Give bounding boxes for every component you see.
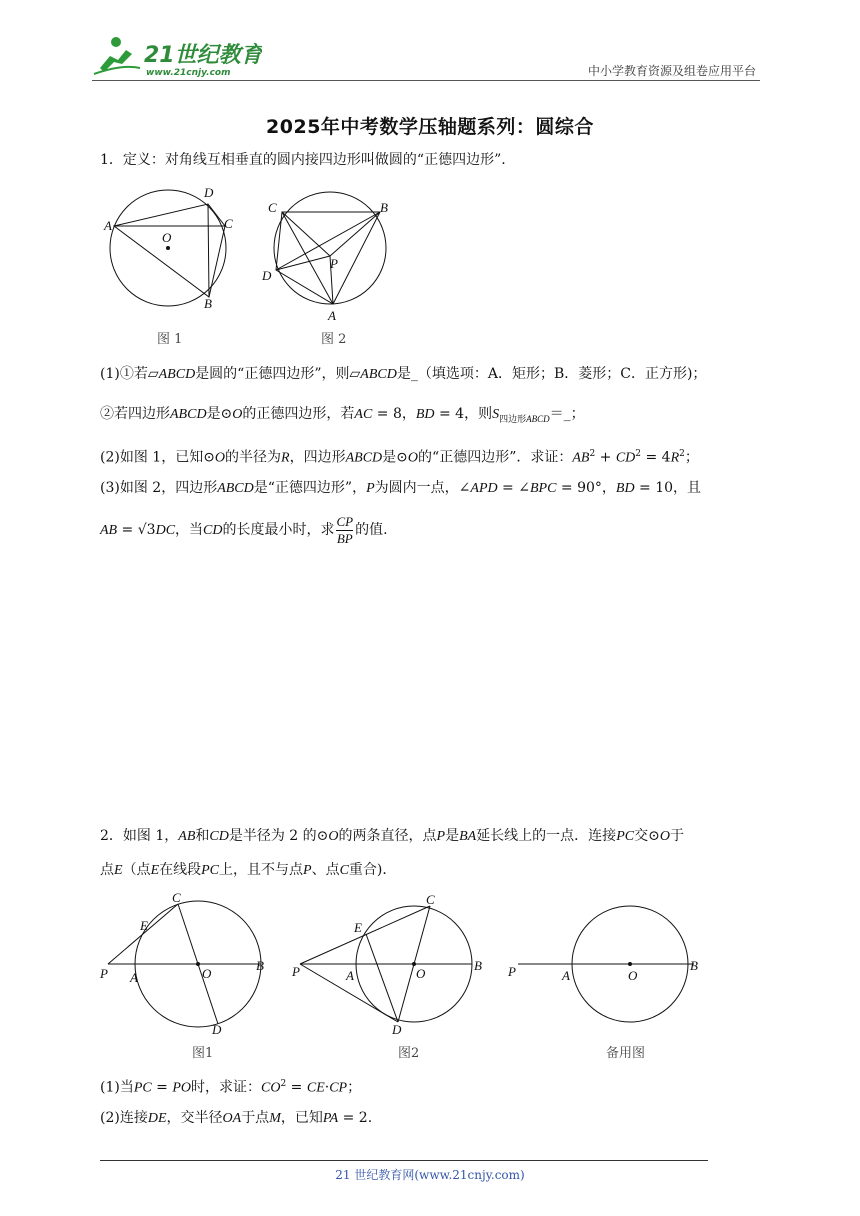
svg-text:A: A bbox=[104, 218, 112, 233]
header-platform-text: 中小学教育资源及组卷应用平台 bbox=[587, 64, 756, 78]
page-title: 2025年中考数学压轴题系列：圆综合 bbox=[266, 116, 594, 138]
footer-divider bbox=[100, 1160, 708, 1161]
q1-fig2-caption: 图 2 bbox=[321, 332, 347, 347]
footer-text[interactable]: 21 世纪教育网(www.21cnjy.com) bbox=[335, 1168, 525, 1182]
svg-text:P: P bbox=[100, 966, 108, 981]
q2-line2: 点E（点E在线段PC上，且不与点P、点C重合)． bbox=[100, 862, 397, 878]
q1-intro: 1．定义：对角线互相垂直的圆内接四边形叫做圆的“正德四边形”. bbox=[100, 152, 506, 168]
runner-logo-icon bbox=[94, 37, 140, 74]
svg-text:D: D bbox=[392, 1022, 402, 1037]
svg-text:E: E bbox=[354, 920, 362, 935]
svg-text:O: O bbox=[628, 968, 638, 983]
svg-text:B: B bbox=[256, 958, 264, 973]
q2-line1: 2．如图 1，AB和CD是半径为 2 的⊙O的两条直径，点P是BA延长线上的一点．连接PC交⊙O于 bbox=[100, 828, 684, 844]
svg-text:B: B bbox=[690, 958, 698, 973]
svg-text:D: D bbox=[262, 268, 272, 283]
q2-part2: (2)连接DE，交半径OA于点M，已知PA = 2. bbox=[100, 1110, 373, 1126]
q1-part1a: (1)①若▱ABCD是圆的“正德四边形”，则▱ABCD是_（填选项：A．矩形；B．菱形；C．正方形)； bbox=[100, 366, 707, 382]
q2-figure-2 bbox=[288, 888, 488, 1038]
svg-text:P: P bbox=[508, 964, 516, 979]
svg-text:D: D bbox=[212, 1022, 222, 1037]
q2-fig3-caption: 备用图 bbox=[606, 1046, 646, 1061]
svg-text:C: C bbox=[426, 892, 435, 907]
q1-part2: (2)如图 1，已知⊙O的半径为R，四边形ABCD是⊙O的“正德四边形”．求证：$AB^2 + CD^2 = 4R^2$； bbox=[100, 449, 699, 466]
svg-text:E: E bbox=[140, 918, 148, 933]
q2-fig1-caption: 图1 bbox=[192, 1046, 214, 1061]
svg-text:D: D bbox=[204, 185, 214, 200]
logo-main-text: 21世纪教育 bbox=[144, 43, 262, 68]
svg-text:P: P bbox=[292, 964, 300, 979]
svg-text:P: P bbox=[330, 256, 338, 271]
svg-text:A: A bbox=[562, 968, 570, 983]
q2-figure-1 bbox=[94, 888, 274, 1038]
svg-text:O: O bbox=[162, 230, 172, 245]
q1-part3-line2: AB = √3DC，当CD的长度最小时，求 $\frac{CP}{BP}$ 的值. bbox=[100, 513, 388, 546]
q1-figure-2 bbox=[258, 190, 408, 322]
site-logo bbox=[92, 34, 262, 78]
svg-text:C: C bbox=[268, 200, 277, 215]
svg-text:A: A bbox=[328, 308, 336, 322]
svg-text:A: A bbox=[130, 970, 138, 985]
svg-text:C: C bbox=[172, 890, 181, 905]
q2-backup-figure bbox=[500, 888, 710, 1038]
svg-text:A: A bbox=[346, 968, 354, 983]
q1-fig1-caption: 图 1 bbox=[157, 332, 183, 347]
svg-text:B: B bbox=[204, 296, 212, 311]
logo-sub-text: www.21cnjy.com bbox=[146, 68, 231, 78]
svg-text:B: B bbox=[380, 200, 388, 215]
svg-text:C: C bbox=[224, 216, 233, 231]
q1-part3-line1: (3)如图 2，四边形ABCD是“正德四边形”，P为圆内一点，∠APD = ∠BPC = 90°，BD = 10，且 bbox=[100, 480, 702, 496]
q1-figure-1 bbox=[96, 182, 246, 314]
svg-text:O: O bbox=[202, 966, 212, 981]
q2-part1: (1)当PC = PO时，求证：$CO^2 = CE\cdot CP$； bbox=[100, 1079, 362, 1096]
svg-text:O: O bbox=[416, 966, 426, 981]
svg-text:B: B bbox=[474, 958, 482, 973]
header-divider bbox=[92, 80, 760, 81]
q1-part1b: ②若四边形ABCD是⊙O的正德四边形，若AC = 8，BD = 4，则$S_{四边形ABCD}=\_$； bbox=[100, 406, 585, 425]
q2-fig2-caption: 图2 bbox=[398, 1046, 420, 1061]
